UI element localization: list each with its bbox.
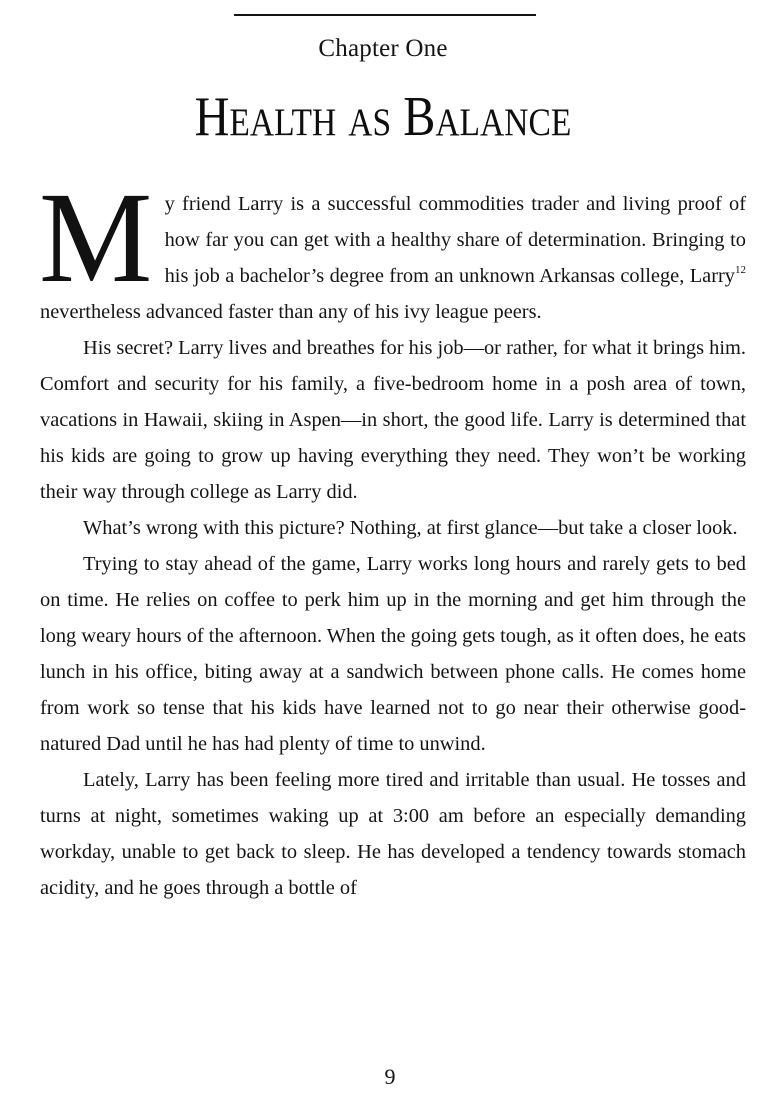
body-text	[39, 166, 746, 906]
chapter-label: Chapter One	[318, 35, 448, 62]
paragraph-5: Lately, Larry has been feeling more tired and irritable than usual. He tosses and turns at night, sometimes waking up at 3:00 am before an especially demanding workday, unable to get back to sleep. He has developed a tendency towards stomach acidity, and he goes through a bottle of	[40, 769, 746, 899]
paragraph-1	[39, 166, 746, 330]
footnote-reference[interactable]: 12	[735, 264, 746, 276]
paragraph-3: What’s wrong with this picture? Nothing, at first glance—but take a closer look.	[83, 517, 738, 539]
paragraph-1-text-b: nevertheless advanced faster than any of his ivy league peers.	[40, 301, 542, 323]
paragraph-2: His secret? Larry lives and breathes for his job—or rather, for what it brings him. Comfort and security for his family, a five-bedroom home in a posh area of town, vacations in Hawaii, skiing in Aspen—in short, the good life. Larry is determined that his kids are going to grow up having everything they need. They won’t be working their way through college as Larry did.	[40, 337, 746, 503]
page-number: 9	[384, 1064, 396, 1089]
drop-cap: M	[39, 166, 153, 310]
header-rule	[234, 14, 536, 16]
chapter-title: Health as Balance	[194, 86, 572, 148]
paragraph-4: Trying to stay ahead of the game, Larry works long hours and rarely gets to bed on time. He relies on coffee to perk him up in the morning and get him through the long weary hours of the afternoon. When the going gets tough, as it often does, he eats lunch in his office, biting away at a sandwich between phone calls. He comes home from work so tense that his kids have learned not to go near their otherwise good-natured Dad until he has had plenty of time to unwind.	[40, 553, 746, 755]
paragraph-1-text-a: y friend Larry is a successful commodities trader and living proof of how far you can get with a healthy share of determination. Bringing to his job a bachelor’s degree from an unknown Arkansas college, Larry	[164, 193, 746, 287]
